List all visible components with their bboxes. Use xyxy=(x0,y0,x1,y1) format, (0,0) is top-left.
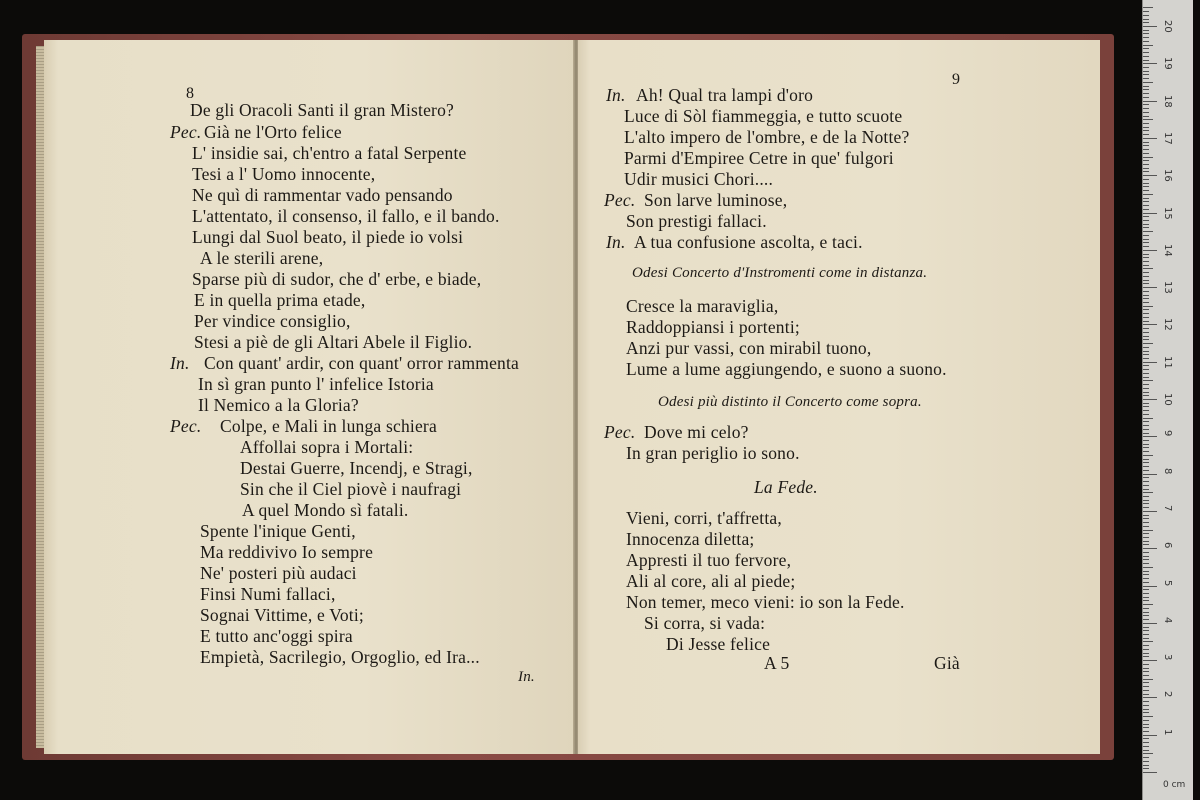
ruler-tick xyxy=(1143,455,1153,456)
ruler-number: 17 xyxy=(1162,131,1173,145)
ruler-tick xyxy=(1143,597,1149,598)
verse-line: Stesi a piè de gli Altari Abele il Figlio. xyxy=(194,332,473,352)
ruler-tick xyxy=(1143,649,1149,650)
ruler-tick xyxy=(1143,324,1157,325)
ruler-tick xyxy=(1143,257,1149,258)
ruler-tick xyxy=(1143,559,1149,560)
ruler-tick xyxy=(1143,612,1149,613)
ruler-tick xyxy=(1143,86,1149,87)
verse-line: Destai Guerre, Incendj, e Stragi, xyxy=(240,458,473,478)
verse-line: A tua confusione ascolta, e taci. xyxy=(634,232,863,252)
ruler-tick xyxy=(1143,656,1149,657)
ruler-tick xyxy=(1143,384,1149,385)
ruler-number: 10 xyxy=(1162,393,1173,406)
ruler-tick xyxy=(1143,347,1149,348)
ruler-tick xyxy=(1143,298,1149,299)
ruler-tick xyxy=(1143,276,1149,277)
ruler-number: 11 xyxy=(1162,355,1173,369)
ruler-number: 3 xyxy=(1162,654,1173,661)
ruler-tick xyxy=(1143,380,1153,381)
ruler-tick xyxy=(1143,138,1157,139)
ruler-tick xyxy=(1143,496,1149,497)
ruler-tick xyxy=(1143,537,1149,538)
ruler-tick xyxy=(1143,321,1149,322)
ruler-number: 4 xyxy=(1162,616,1173,624)
ruler-tick xyxy=(1143,410,1149,411)
ruler-tick xyxy=(1143,104,1149,105)
ruler-tick xyxy=(1143,48,1149,49)
ruler-tick xyxy=(1143,765,1149,766)
ruler-tick xyxy=(1143,145,1149,146)
verse-line: Empietà, Sacrilegio, Orgoglio, ed Ira... xyxy=(200,647,480,667)
ruler-number: 13 xyxy=(1162,281,1173,294)
speaker-label: In. xyxy=(606,232,626,252)
ruler-tick xyxy=(1143,548,1157,549)
ruler-tick xyxy=(1143,567,1153,568)
ruler-tick xyxy=(1143,660,1157,661)
ruler-number: 8 xyxy=(1162,467,1173,474)
ruler-tick xyxy=(1143,619,1149,620)
ruler-unit-label: 0 cm xyxy=(1163,780,1186,790)
ruler-tick xyxy=(1143,709,1149,710)
ruler-tick xyxy=(1143,403,1149,404)
ruler-number: 15 xyxy=(1162,206,1173,220)
character-heading: La Fede. xyxy=(754,477,818,497)
ruler-number: 14 xyxy=(1162,243,1173,257)
ruler-tick xyxy=(1143,675,1149,676)
verse-line: Di Jesse felice xyxy=(666,634,771,654)
verse-line: Ma reddivivo Io sempre xyxy=(200,542,374,562)
verse-line: Sparse più di sudor, che d' erbe, e biade, xyxy=(192,269,482,289)
ruler-tick xyxy=(1143,757,1149,758)
ruler-tick xyxy=(1143,93,1149,94)
ruler-tick xyxy=(1143,358,1149,359)
ruler-tick xyxy=(1143,108,1149,109)
ruler-tick xyxy=(1143,280,1149,281)
ruler-tick xyxy=(1143,653,1149,654)
speaker-label: Pec. xyxy=(604,422,636,442)
ruler-tick xyxy=(1143,753,1153,754)
verse-line: L' insidie sai, ch'entro a fatal Serpente xyxy=(192,143,467,163)
verse-line: Spente l'inique Genti, xyxy=(200,521,356,541)
ruler-tick xyxy=(1143,19,1149,20)
speaker-label: In. xyxy=(606,85,626,105)
verse-line: Già ne l'Orto felice xyxy=(204,122,342,142)
ruler-tick xyxy=(1143,500,1149,501)
ruler-tick xyxy=(1143,116,1149,117)
ruler-tick xyxy=(1143,11,1149,12)
verse-line: Non temer, meco vieni: io son la Fede. xyxy=(626,592,905,612)
ruler-tick xyxy=(1143,63,1157,64)
ruler-tick xyxy=(1143,246,1149,247)
signature-mark: A 5 xyxy=(764,653,790,673)
ruler-tick xyxy=(1143,123,1149,124)
ruler-tick xyxy=(1143,377,1149,378)
ruler-number: 9 xyxy=(1162,430,1173,437)
ruler-tick xyxy=(1143,489,1149,490)
verse-line: Raddoppiansi i portenti; xyxy=(626,317,800,337)
ruler-tick xyxy=(1143,668,1149,669)
ruler-tick xyxy=(1143,373,1149,374)
verse-line: In gran periglio io sono. xyxy=(626,443,800,463)
ruler-tick xyxy=(1143,608,1149,609)
ruler-tick xyxy=(1143,60,1149,61)
ruler-tick xyxy=(1143,82,1153,83)
ruler-tick xyxy=(1143,750,1149,751)
ruler-tick xyxy=(1143,130,1149,131)
ruler-tick xyxy=(1143,365,1149,366)
ruler-tick xyxy=(1143,388,1149,389)
verse-line: Dove mi celo? xyxy=(644,422,749,442)
ruler-tick xyxy=(1143,67,1149,68)
ruler-tick xyxy=(1143,157,1153,158)
ruler-tick xyxy=(1143,339,1149,340)
speaker-label: Pec. xyxy=(170,416,202,436)
ruler-tick xyxy=(1143,153,1149,154)
ruler-tick xyxy=(1143,679,1153,680)
ruler-tick xyxy=(1143,436,1157,437)
verse-line: Lume a lume aggiungendo, e suono a suono. xyxy=(626,359,947,379)
ruler-tick xyxy=(1143,268,1153,269)
verse-line: Ne quì di rammentar vado pensando xyxy=(192,185,453,205)
verse-line: A le sterili arene, xyxy=(200,248,324,268)
ruler-tick xyxy=(1143,33,1149,34)
verse-line: Sin che il Ciel piovè i naufragi xyxy=(240,479,462,499)
ruler-number: 7 xyxy=(1162,504,1173,512)
ruler-tick xyxy=(1143,638,1149,639)
page-number: 8 xyxy=(186,85,195,102)
ruler-tick xyxy=(1143,477,1149,478)
catchword: In. xyxy=(518,669,535,685)
ruler-tick xyxy=(1143,336,1149,337)
ruler-tick xyxy=(1143,526,1149,527)
ruler-tick xyxy=(1143,600,1149,601)
ruler-tick xyxy=(1143,533,1149,534)
ruler-tick xyxy=(1143,201,1149,202)
ruler-tick xyxy=(1143,254,1149,255)
ruler-tick xyxy=(1143,26,1157,27)
verse-line: Innocenza diletta; xyxy=(626,529,755,549)
ruler-tick xyxy=(1143,89,1149,90)
ruler-tick xyxy=(1143,530,1153,531)
ruler-tick xyxy=(1143,283,1149,284)
ruler-tick xyxy=(1143,227,1149,228)
ruler-tick xyxy=(1143,727,1149,728)
ruler-tick xyxy=(1143,71,1149,72)
ruler-number: 6 xyxy=(1162,542,1173,549)
ruler-tick xyxy=(1143,664,1149,665)
ruler-number: 2 xyxy=(1162,691,1173,698)
ruler-tick xyxy=(1143,362,1157,363)
ruler-tick xyxy=(1143,160,1149,161)
ruler-tick xyxy=(1143,705,1149,706)
ruler-tick xyxy=(1143,45,1153,46)
ruler-tick xyxy=(1143,287,1157,288)
speaker-label: Pec. xyxy=(604,190,636,210)
verse-line: De gli Oracoli Santi il gran Mistero? xyxy=(190,100,455,120)
stage-direction: Odesi più distinto il Concerto come sopra. xyxy=(658,394,922,410)
ruler-number: 20 xyxy=(1162,20,1173,33)
verse-line: Colpe, e Mali in lunga schiera xyxy=(220,416,437,436)
ruler-tick xyxy=(1143,686,1149,687)
ruler-tick xyxy=(1143,466,1149,467)
ruler-tick xyxy=(1143,52,1149,53)
verse-line: Parmi d'Empiree Cetre in que' fulgori xyxy=(624,148,894,168)
ruler-tick xyxy=(1143,552,1149,553)
verse-line: L'alto impero de l'ombre, e de la Notte? xyxy=(624,127,910,147)
ruler-tick xyxy=(1143,97,1149,98)
ruler-tick xyxy=(1143,738,1149,739)
ruler-tick xyxy=(1143,761,1149,762)
ruler-tick xyxy=(1143,433,1149,434)
ruler-tick xyxy=(1143,701,1149,702)
ruler-tick xyxy=(1143,634,1149,635)
ruler-tick xyxy=(1143,164,1149,165)
ruler-tick xyxy=(1143,351,1149,352)
ruler-tick xyxy=(1143,582,1149,583)
ruler-tick xyxy=(1143,265,1149,266)
verse-line: Finsi Numi fallaci, xyxy=(200,584,336,604)
ruler-tick xyxy=(1143,440,1149,441)
ruler-tick xyxy=(1143,418,1153,419)
ruler-tick xyxy=(1143,119,1153,120)
ruler-tick xyxy=(1143,127,1149,128)
ruler-tick xyxy=(1143,507,1149,508)
ruler-tick xyxy=(1143,447,1149,448)
ruler-tick xyxy=(1143,354,1149,355)
ruler-tick xyxy=(1143,716,1153,717)
ruler-tick xyxy=(1143,515,1149,516)
ruler-tick xyxy=(1143,231,1153,232)
ruler-tick xyxy=(1143,444,1149,445)
ruler-tick xyxy=(1143,694,1149,695)
ruler-tick xyxy=(1143,682,1149,683)
ruler-tick xyxy=(1143,630,1149,631)
ruler-tick xyxy=(1143,563,1149,564)
ruler-tick xyxy=(1143,518,1149,519)
verse-line: Sognai Vittime, e Voti; xyxy=(200,605,364,625)
verse-line: Son prestigi fallaci. xyxy=(626,211,767,231)
ruler-tick xyxy=(1143,541,1149,542)
ruler-tick xyxy=(1143,37,1149,38)
ruler-tick xyxy=(1143,7,1153,8)
ruler-tick xyxy=(1143,213,1157,214)
ruler-number: 18 xyxy=(1162,94,1173,108)
ruler-tick xyxy=(1143,179,1149,180)
ruler-tick xyxy=(1143,250,1157,251)
ruler-tick xyxy=(1143,485,1149,486)
page-number: 9 xyxy=(952,71,961,88)
ruler-tick xyxy=(1143,406,1149,407)
verse-line: Anzi pur vassi, con mirabil tuono, xyxy=(626,338,872,358)
ruler-tick xyxy=(1143,168,1149,169)
ruler-tick xyxy=(1143,205,1149,206)
speaker-label: Pec. xyxy=(170,122,202,142)
ruler-tick xyxy=(1143,22,1149,23)
ruler-tick xyxy=(1143,574,1149,575)
ruler-tick xyxy=(1143,731,1149,732)
ruler-tick xyxy=(1143,742,1149,743)
verse-line: In sì gran punto l' infelice Istoria xyxy=(198,374,434,394)
ruler-number: 19 xyxy=(1162,57,1173,71)
ruler-tick xyxy=(1143,474,1157,475)
ruler-number: 12 xyxy=(1162,318,1173,332)
ruler-tick xyxy=(1143,604,1153,605)
ruler-tick xyxy=(1143,295,1149,296)
ruler-tick xyxy=(1143,369,1149,370)
verse-line: Ah! Qual tra lampi d'oro xyxy=(636,85,814,105)
ruler-tick xyxy=(1143,235,1149,236)
ruler-tick xyxy=(1143,481,1149,482)
ruler-tick xyxy=(1143,697,1157,698)
verse-line: Son larve luminose, xyxy=(644,190,788,210)
ruler-tick xyxy=(1143,142,1149,143)
ruler-tick xyxy=(1143,690,1149,691)
ruler-tick xyxy=(1143,343,1153,344)
ruler-tick xyxy=(1143,261,1149,262)
ruler-number: 16 xyxy=(1162,169,1173,182)
ruler-tick xyxy=(1143,425,1149,426)
ruler-tick xyxy=(1143,586,1157,587)
ruler-tick xyxy=(1143,74,1149,75)
ruler-tick xyxy=(1143,112,1149,113)
ruler-tick xyxy=(1143,671,1149,672)
ruler-tick xyxy=(1143,242,1149,243)
ruler-tick xyxy=(1143,328,1149,329)
ruler-tick xyxy=(1143,190,1149,191)
ruler-tick xyxy=(1143,556,1149,557)
ruler-number: 1 xyxy=(1162,728,1173,736)
verse-line: Ne' posteri più audaci xyxy=(200,563,357,583)
ruler-tick xyxy=(1143,216,1149,217)
ruler-tick xyxy=(1143,623,1157,624)
ruler-tick xyxy=(1143,171,1149,172)
ruler-tick xyxy=(1143,414,1149,415)
verse-line: Cresce la maraviglia, xyxy=(626,296,779,316)
verse-line: E in quella prima etade, xyxy=(194,290,366,310)
verse-line: Per vindice consiglio, xyxy=(194,311,351,331)
ruler-tick xyxy=(1143,198,1149,199)
ruler-tick xyxy=(1143,462,1149,463)
ruler-tick xyxy=(1143,395,1149,396)
verse-line: Udir musici Chori.... xyxy=(624,169,774,189)
ruler-tick xyxy=(1143,593,1149,594)
ruler-tick xyxy=(1143,645,1149,646)
ruler-tick xyxy=(1143,578,1149,579)
ruler-tick xyxy=(1143,313,1149,314)
ruler-tick xyxy=(1143,724,1149,725)
verse-line: Tesi a l' Uomo innocente, xyxy=(192,164,376,184)
ruler-tick xyxy=(1143,186,1149,187)
ruler-tick xyxy=(1143,209,1149,210)
ruler-tick xyxy=(1143,720,1149,721)
stage-direction: Odesi Concerto d'Instromenti come in distanza. xyxy=(632,265,928,281)
ruler-tick xyxy=(1143,194,1153,195)
right-page xyxy=(578,40,1100,754)
verse-line: Con quant' ardir, con quant' orror rammenta xyxy=(204,353,520,373)
ruler-tick xyxy=(1143,511,1157,512)
ruler-tick xyxy=(1143,589,1149,590)
ruler-tick xyxy=(1143,768,1149,769)
verse-line: A quel Mondo sì fatali. xyxy=(242,500,409,520)
verse-line: L'attentato, il consenso, il fallo, e il bando. xyxy=(192,206,500,226)
left-page xyxy=(44,40,576,754)
ruler-tick xyxy=(1143,522,1149,523)
verse-line: E tutto anc'oggi spira xyxy=(200,626,353,646)
verse-line: Appresti il tuo fervore, xyxy=(626,550,792,570)
ruler-tick xyxy=(1143,56,1149,57)
ruler-tick xyxy=(1143,224,1149,225)
ruler-tick xyxy=(1143,571,1149,572)
ruler-tick xyxy=(1143,302,1149,303)
ruler-tick xyxy=(1143,421,1149,422)
ruler-tick xyxy=(1143,492,1153,493)
ruler-tick xyxy=(1143,220,1149,221)
ruler-tick xyxy=(1143,332,1149,333)
verse-line: Si corra, si vada: xyxy=(644,613,766,633)
verse-line: Lungi dal Suol beato, il piede io volsi xyxy=(192,227,464,247)
ruler-tick xyxy=(1143,470,1149,471)
ruler-tick xyxy=(1143,399,1157,400)
verse-line: Vieni, corri, t'affretta, xyxy=(626,508,782,528)
ruler-tick xyxy=(1143,544,1149,545)
ruler-tick xyxy=(1143,772,1157,773)
ruler-tick xyxy=(1143,272,1149,273)
ruler-tick xyxy=(1143,291,1149,292)
verse-line: Il Nemico a la Gloria? xyxy=(198,395,359,415)
ruler-tick xyxy=(1143,641,1153,642)
verse-line: Luce di Sòl fiammeggia, e tutto scuote xyxy=(624,106,903,126)
speaker-label: In. xyxy=(170,353,190,373)
ruler-tick xyxy=(1143,306,1153,307)
ruler-tick xyxy=(1143,615,1149,616)
ruler-tick xyxy=(1143,712,1149,713)
ruler-number: 5 xyxy=(1162,579,1173,586)
ruler-tick xyxy=(1143,101,1157,102)
ruler-tick xyxy=(1143,503,1149,504)
ruler-tick xyxy=(1143,309,1149,310)
ruler-tick xyxy=(1143,175,1157,176)
verse-line: Ali al core, ali al piede; xyxy=(626,571,796,591)
ruler-tick xyxy=(1143,78,1149,79)
ruler-tick xyxy=(1143,746,1149,747)
ruler-tick xyxy=(1143,392,1149,393)
catchword: Già xyxy=(934,653,960,673)
ruler-tick xyxy=(1143,134,1149,135)
ruler-tick xyxy=(1143,183,1149,184)
ruler-tick xyxy=(1143,317,1149,318)
ruler-tick xyxy=(1143,30,1149,31)
ruler-tick xyxy=(1143,735,1157,736)
ruler-tick xyxy=(1143,451,1149,452)
ruler-tick xyxy=(1143,627,1149,628)
ruler-tick xyxy=(1143,149,1149,150)
ruler-tick xyxy=(1143,15,1149,16)
verse-line: Affollai sopra i Mortali: xyxy=(240,437,414,457)
measurement-ruler xyxy=(1142,0,1193,800)
ruler-tick xyxy=(1143,239,1149,240)
ruler-tick xyxy=(1143,41,1149,42)
ruler-tick xyxy=(1143,429,1149,430)
ruler-tick xyxy=(1143,459,1149,460)
